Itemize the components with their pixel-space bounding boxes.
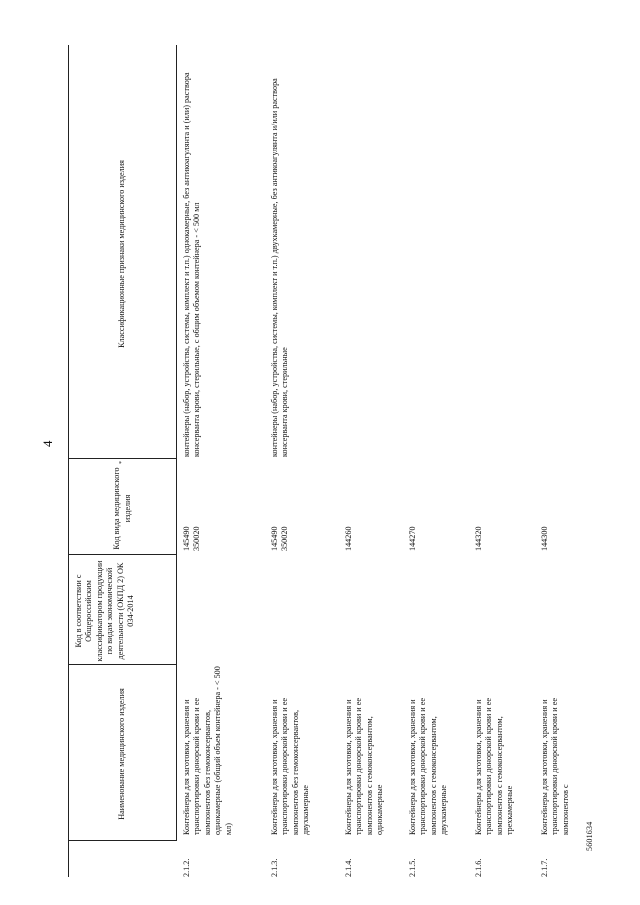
document-id: 5601634 xyxy=(585,821,594,851)
row-1-name: Контейнеры для заготовки, хранения и транспортировки донорской крови и ее компонентов без гемоконсервантов, однокамерные (общий объем контейнера - < 500 мл) xyxy=(182,666,233,835)
page-number: 4 xyxy=(40,440,55,447)
row-4-kind-code: 144270 xyxy=(408,526,417,551)
row-6-kind-code: 144300 xyxy=(540,526,549,551)
row-5-number: 2.1.6. xyxy=(474,858,483,877)
header-kind-code xyxy=(70,461,175,553)
row-1-number: 2.1.2. xyxy=(182,858,191,877)
row-4-name: Контейнеры для заготовки, хранения и транспортировки донорской крови и ее компонентов с гемоконсервантом, двухкамерные xyxy=(408,697,449,835)
row-6-name: Контейнеры для заготовки, хранения и транспортировки донорской крови и ее компонентов с xyxy=(540,697,570,835)
row-5-name: Контейнеры для заготовки, хранения и транспортировки донорской крови и ее компонентов с гемоконсервантом, трехкамерные xyxy=(474,697,515,835)
row-2-classification: контейнеры (набор, устройства, системы, комплект и т.п.) двухкамерные, без антикоагулянта и/или раствора консерванта крови, стерильные xyxy=(270,78,290,457)
table-top-border xyxy=(68,45,69,877)
header-divider-3 xyxy=(68,554,177,555)
row-3-name: Контейнеры для заготовки, хранения и транспортировки донорской крови и ее компонентов с гемоконсервантом, однокамерные xyxy=(344,697,385,835)
row-2-kind-code: 145490 350020 xyxy=(270,526,290,551)
header-bottom-border xyxy=(176,45,177,841)
row-1-classification: контейнеры (набор, устройства, системы, комплект и т.п.) однокамерные, без антикоагулянта и (или) раствора консерванта крови, стерильные, с общим объемом контейнера - < 500 мл xyxy=(182,72,202,457)
header-name: Наименование медицинского изделия xyxy=(117,688,127,820)
row-6-number: 2.1.7. xyxy=(540,858,549,877)
header-kind-code-mark: * xyxy=(119,461,126,464)
row-3-number: 2.1.4. xyxy=(344,858,353,877)
row-5-kind-code: 144320 xyxy=(474,526,483,551)
header-classification: Классификационные признаки медицинского изделия xyxy=(117,160,127,348)
row-2-name: Контейнеры для заготовки, хранения и транспортировки донорской крови и ее компонентов без гемоконсервантов, двухкамерные xyxy=(270,697,311,835)
header-okpd-code: Код в соответствии с Общероссийским классификатором продукции по видам экономической деятельности (ОКПД 2) ОК 034-2014 xyxy=(74,560,136,662)
row-1-kind-code: 145490 350020 xyxy=(182,526,202,551)
row-4-number: 2.1.5. xyxy=(408,858,417,877)
row-2-number: 2.1.3. xyxy=(270,858,279,877)
header-kind-code-text: Код вида медицинского изделия xyxy=(112,467,132,550)
row-3-kind-code: 144260 xyxy=(344,526,353,551)
